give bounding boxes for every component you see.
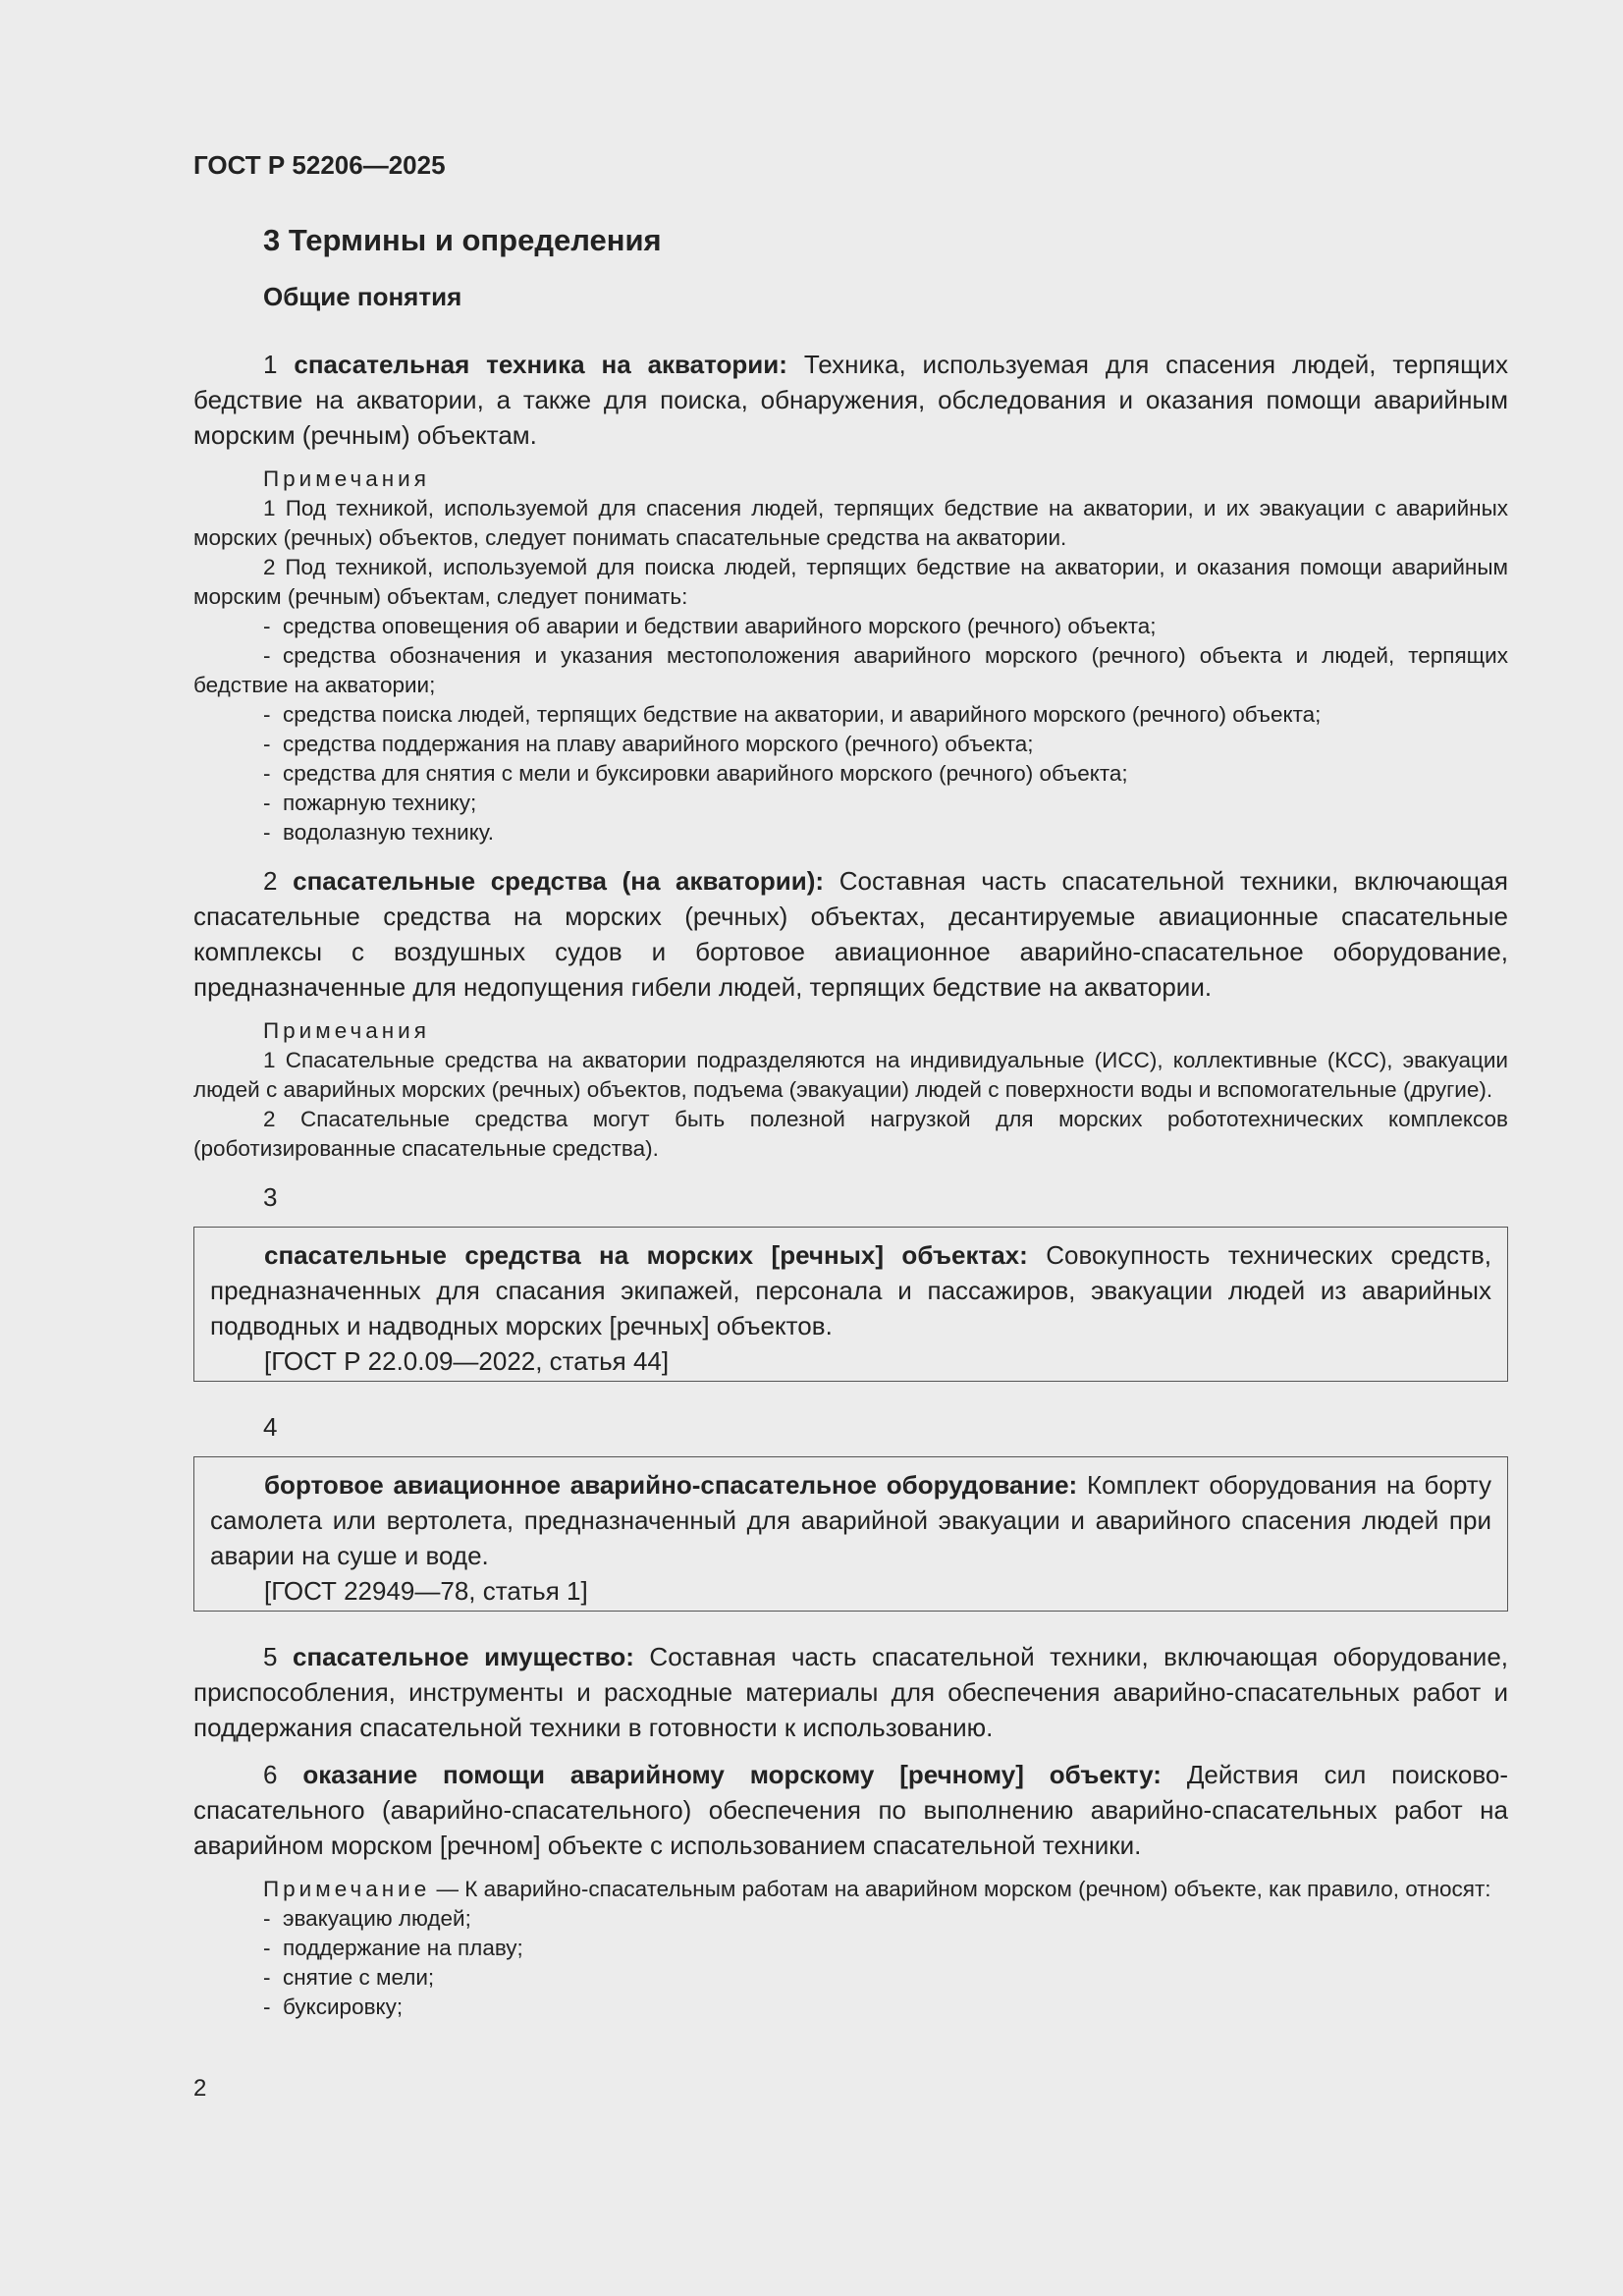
list-item: - снятие с мели;: [263, 1965, 435, 1990]
notes-2: [193, 1016, 1508, 1164]
term-3-number: 3: [263, 1182, 278, 1212]
term-6-name: оказание помощи аварийному морскому [речному] объекту:: [302, 1760, 1162, 1789]
note-6-text: [193, 1875, 1508, 1904]
list-item: - поддержание на плаву;: [263, 1936, 523, 1960]
term-1-definition: Техника, используемая для спасения людей, терпящих бедствие на акватории, а также для поиска, обнаружения, обследования и оказания помощи аварийным морским (речным) объектам.: [193, 350, 1509, 450]
term-2-definition: Составная часть спасательной техники, включающая спасательные средства на морских (речных) объектах, десантируемые авиационные спасательные комплексы с воздушных судов и бортовое авиационное аварийно-спасательное оборудование, предназначенные для недопущения гибели людей, терпящих бедствие на акватории.: [193, 866, 1509, 1002]
term-3-name: спасательные средства на морских [речных] объектах:: [264, 1240, 1028, 1270]
term-3-source: [ГОСТ Р 22.0.09—2022, статья 44]: [264, 1346, 670, 1376]
notes-2-label: Примечания: [263, 1018, 430, 1043]
document-header: ГОСТ Р 52206—2025: [193, 150, 446, 180]
term-6-number: 6: [263, 1760, 278, 1789]
note-6-label: Примечание: [263, 1877, 431, 1901]
term-4-source: [ГОСТ 22949—78, статья 1]: [264, 1576, 588, 1606]
notes-1-list: [193, 612, 1508, 847]
term-3-definition: Совокупность технических средств, предназначенных для спасания экипажей, персонала и пассажиров, эвакуации людей из аварийных подводных и надводных морских [речных] объектов.: [210, 1240, 1492, 1340]
term-5: [193, 1639, 1508, 1745]
note-6-list: [193, 1904, 1508, 2022]
term-2-name: спасательные средства (на акватории):: [293, 866, 825, 896]
notes-1-note-2: 2 Под техникой, используемой для поиска людей, терпящих бедствие на акватории, и оказания помощи аварийным морским (речным) объектам, следует понимать:: [193, 555, 1508, 609]
section-title: 3 Термины и определения: [263, 223, 662, 257]
term-4-definition: Комплект оборудования на борту самолета или вертолета, предназначенный для аварийной эвакуации и аварийного спасения людей при аварии на суше и воде.: [210, 1470, 1491, 1570]
term-1-name: спасательная техника на акватории:: [294, 350, 787, 379]
list-item: - буксировку;: [263, 1995, 404, 2019]
term-4-box: [193, 1456, 1508, 1612]
term-6: [193, 1757, 1508, 1863]
notes-1: [193, 465, 1508, 847]
subsection-title: Общие понятия: [263, 282, 462, 311]
term-4-number: 4: [263, 1412, 278, 1442]
notes-1-note-1: 1 Под техникой, используемой для спасения людей, терпящих бедствие на акватории, и их эвакуации с аварийных морских (речных) объектов, следует понимать спасательные средства на акватории.: [193, 496, 1508, 550]
note-6-body: — К аварийно-спасательным работам на аварийном морском (речном) объекте, как правило, относят:: [430, 1877, 1491, 1901]
term-1: [193, 347, 1508, 453]
term-3-box: [193, 1227, 1508, 1382]
notes-1-label: Примечания: [263, 466, 430, 491]
list-item: - водолазную технику.: [263, 820, 495, 845]
term-1-number: 1: [263, 350, 278, 379]
term-5-name: спасательное имущество:: [293, 1642, 634, 1671]
notes-2-note-2: 2 Спасательные средства могут быть полезной нагрузкой для морских робототехнических комплексов (роботизированные спасательные средства).: [193, 1107, 1508, 1161]
list-item: - эвакуацию людей;: [263, 1906, 471, 1931]
list-item: - средства обозначения и указания местоположения аварийного морского (речного) объекта и людей, терпящих бедствие на акватории;: [193, 643, 1508, 697]
page-number: 2: [193, 2075, 207, 2102]
term-2: [193, 863, 1508, 1005]
term-2-number: 2: [263, 866, 278, 896]
note-6: [193, 1875, 1508, 2022]
list-item: - средства поддержания на плаву аварийного морского (речного) объекта;: [263, 732, 1034, 756]
term-6-definition: Действия сил поисково-спасательного (аварийно-спасательного) обеспечения по выполнению аварийно-спасательных работ на аварийном морском [речном] объекте с использованием спасательной техники.: [193, 1760, 1508, 1860]
term-5-number: 5: [263, 1642, 278, 1671]
term-3: [210, 1237, 1491, 1343]
notes-2-note-1: 1 Спасательные средства на акватории подразделяются на индивидуальные (ИСС), коллективные (КСС), эвакуации людей с аварийных морских (речных) объектов, подъема (эвакуации) людей с поверхности воды и вспомогательные (другие).: [193, 1048, 1508, 1102]
list-item: - средства поиска людей, терпящих бедствие на акватории, и аварийного морского (речного) объекта;: [263, 702, 1322, 727]
term-4-name: бортовое авиационное аварийно-спасательное оборудование:: [264, 1470, 1078, 1500]
term-5-definition: Составная часть спасательной техники, включающая оборудование, приспособления, инструменты и расходные материалы для обеспечения аварийно-спасательных работ и поддержания спасательной техники в готовности к использованию.: [193, 1642, 1509, 1742]
term-4: [210, 1467, 1491, 1573]
list-item: - пожарную технику;: [263, 791, 477, 815]
list-item: - средства для снятия с мели и буксировки аварийного морского (речного) объекта;: [263, 761, 1128, 786]
list-item: - средства оповещения об аварии и бедствии аварийного морского (речного) объекта;: [263, 614, 1157, 638]
